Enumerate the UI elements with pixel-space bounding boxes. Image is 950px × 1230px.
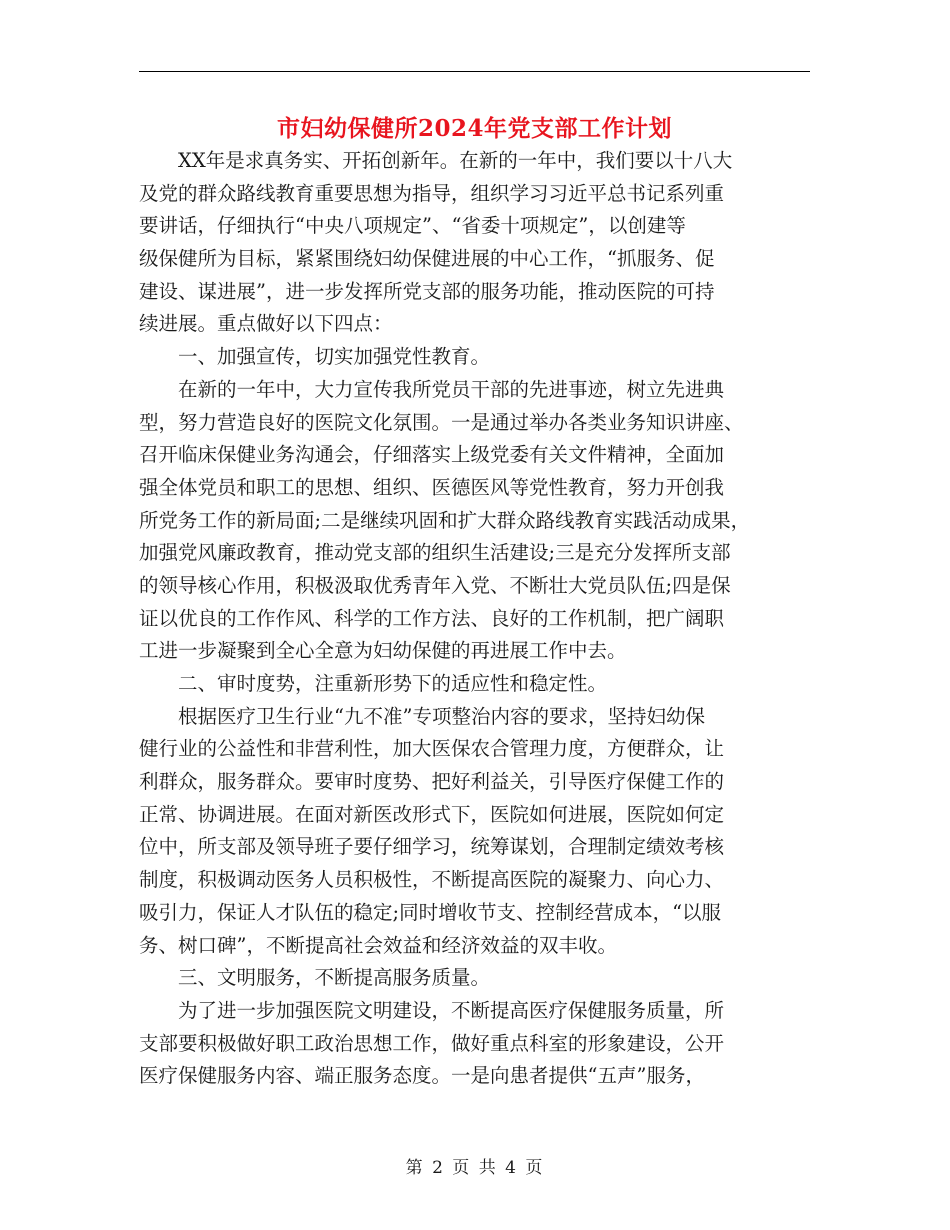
text-line: 制度，积极调动医务人员积极性，不断提高医院的凝聚力、向心力、 — [139, 868, 725, 892]
text-line: 为了进一步加强医院文明建设，不断提高医疗保健服务质量，所 — [139, 998, 725, 1022]
document-body — [139, 145, 814, 1093]
text-line: 务、树口碑”，不断提高社会效益和经济效益的双丰收。 — [139, 933, 617, 957]
text-line: 要讲话，仔细执行“中央八项规定”、“省委十项规定”，以创建等 — [139, 214, 686, 238]
text-line: 型，努力营造良好的医院文化氛围。一是通过举办各类业务知识讲座、 — [139, 410, 744, 434]
text-line: 支部要积极做好职工政治思想工作，做好重点科室的形象建设，公开 — [139, 1031, 725, 1055]
text-line: 吸引力，保证人才队伍的稳定;同时增收节支、控制经营成本，“以服 — [139, 900, 722, 924]
text-line: 利群众，服务群众。要审时度势、把好利益关，引导医疗保健工作的 — [139, 770, 725, 794]
text-line: 级保健所为目标，紧紧围绕妇幼保健进展的中心工作，“抓服务、促 — [139, 247, 715, 271]
text-line: 证以优良的工作作风、科学的工作方法、良好的工作机制，把广阔职 — [139, 606, 725, 630]
text-line: 的领导核心作用，积极汲取优秀青年入党、不断壮大党员队伍;四是保 — [139, 573, 731, 597]
text-line: 强全体党员和职工的思想、组织、医德医风等党性教育，努力开创我 — [139, 475, 725, 499]
text-line: 健行业的公益性和非营利性，加大医保农合管理力度，方便群众，让 — [139, 737, 725, 761]
text-line: 三、文明服务，不断提高服务质量。 — [139, 966, 491, 990]
text-line: 召开临床保健业务沟通会，仔细落实上级党委有关文件精神，全面加 — [139, 443, 725, 467]
text-line: 及党的群众路线教育重要思想为指导，组织学习习近平总书记系列重 — [139, 181, 725, 205]
text-line: 加强党风廉政教育，推动党支部的组织生活建设;三是充分发挥所支部 — [139, 541, 731, 565]
text-line: XX年是求真务实、开拓创新年。在新的一年中，我们要以十八大 — [139, 149, 733, 172]
text-line: 建设、谋进展”，进一步发挥所党支部的服务功能，推动医院的可持 — [139, 279, 715, 303]
text-line: 医疗保健服务内容、端正服务态度。一是向患者提供“五声”服务， — [139, 1064, 705, 1088]
document-title: 市妇幼保健所2024年党支部工作计划 — [276, 115, 672, 142]
text-line: 在新的一年中，大力宣传我所党员干部的先进事迹，树立先进典 — [139, 377, 725, 401]
header-rule — [139, 71, 810, 72]
text-line: 一、加强宣传，切实加强党性教育。 — [139, 345, 491, 369]
text-line: 所党务工作的新局面;二是继续巩固和扩大群众路线教育实践活动成果， — [139, 508, 751, 532]
text-line: 续进展。重点做好以下四点： — [139, 312, 393, 336]
text-line: 位中，所支部及领导班子要仔细学习，统筹谋划，合理制定绩效考核 — [139, 835, 725, 859]
text-line: 工进一步凝聚到全心全意为妇幼保健的再进展工作中去。 — [139, 639, 627, 663]
text-line: 二、审时度势，注重新形势下的适应性和稳定性。 — [139, 672, 608, 695]
text-line: 根据医疗卫生行业“九不准”专项整治内容的要求，坚持妇幼保 — [139, 704, 705, 728]
text-line: 正常、协调进展。在面对新医改形式下，医院如何进展，医院如何定 — [139, 802, 725, 826]
page-footer: 第 2 页 共 4 页 — [405, 1158, 545, 1178]
